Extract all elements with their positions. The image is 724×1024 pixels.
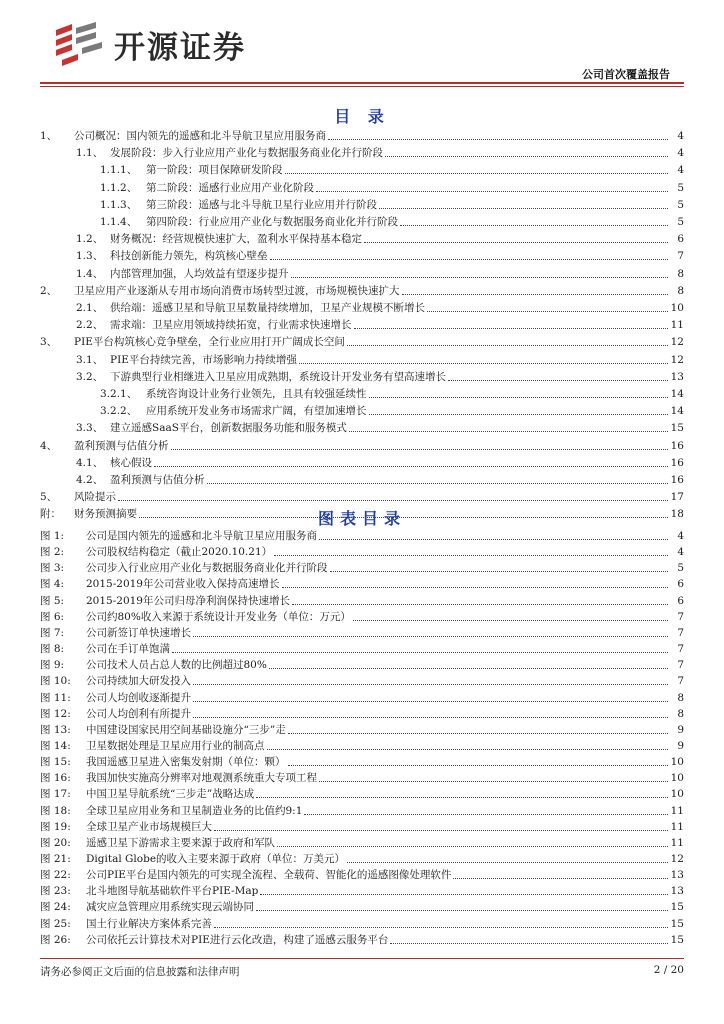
header-divider-thin xyxy=(40,86,684,87)
toc-entry[interactable] xyxy=(40,229,684,246)
toc-entry-page: 5 xyxy=(677,216,684,228)
figure-entry-page: 6 xyxy=(677,594,684,607)
toc-leader-dots xyxy=(349,431,668,432)
figure-leader-dots xyxy=(330,571,669,572)
figure-leader-dots xyxy=(288,733,668,734)
toc-entry-page: 15 xyxy=(670,422,684,435)
figure-entry-title: 全球卫星应用业务和卫星制造业务的比值约9:1 xyxy=(86,804,303,817)
figure-entry-number: 图 20: xyxy=(40,836,71,849)
figure-leader-dots xyxy=(260,894,668,895)
toc-entry-title: 卫星应用产业逐渐从专用市场向消费市场转型过渡，市场规模快速扩大 xyxy=(74,284,400,297)
toc-entry-number: 3、 xyxy=(40,336,58,349)
figure-entry[interactable] xyxy=(40,752,684,769)
figure-entry[interactable] xyxy=(40,801,684,818)
figure-entry-title: 2015-2019年公司营业收入保持高速增长 xyxy=(86,578,280,591)
figure-entry[interactable] xyxy=(40,655,684,672)
toc-entry-number: 4.1、 xyxy=(76,456,104,469)
toc-entry-title: 核心假设 xyxy=(110,456,152,469)
toc-leader-dots xyxy=(379,208,668,209)
figure-entry-page: 9 xyxy=(677,723,684,736)
toc-entry-page: 16 xyxy=(670,456,684,469)
figure-entry[interactable] xyxy=(40,914,684,931)
figure-entry-number: 图 25: xyxy=(40,917,71,930)
toc-entry-title: 财务概况：经营规模快速扩大，盈利水平保持基本稳定 xyxy=(110,233,362,246)
figure-leader-dots xyxy=(267,749,669,750)
toc-entry-number: 附： xyxy=(40,508,61,521)
figure-leader-dots xyxy=(193,684,668,685)
toc-entry-number: 1.1.4、 xyxy=(100,216,138,228)
figure-entry-page: 7 xyxy=(677,626,684,639)
toc-entry-title: 发展阶段：步入行业应用产业化与数据服务商业化并行阶段 xyxy=(110,147,383,160)
figure-entry-number: 图 21: xyxy=(40,853,71,865)
toc-entry[interactable] xyxy=(40,470,684,487)
figure-entry-title: 公司持续加大研发投入 xyxy=(86,675,191,688)
figure-entry[interactable] xyxy=(40,671,684,688)
toc-leader-dots xyxy=(369,414,669,415)
figure-leader-dots xyxy=(277,846,668,847)
toc-entry-title: 第三阶段：遥感与北斗导航卫星行业应用并行阶段 xyxy=(146,198,377,211)
figure-entry-page: 15 xyxy=(670,901,684,914)
toc-entry[interactable] xyxy=(40,298,684,315)
figure-entry[interactable] xyxy=(40,849,684,866)
figure-leader-dots xyxy=(292,604,668,605)
toc-entry-page: 16 xyxy=(670,474,684,486)
figure-entry-title: Digital Globe的收入主要来源于政府（单位：万美元） xyxy=(86,853,346,865)
toc-entry-page: 8 xyxy=(677,267,684,280)
toc-entry-title: 财务预测摘要 xyxy=(74,508,137,521)
toc-entry-page: 4 xyxy=(677,164,684,177)
figure-entry[interactable] xyxy=(40,833,684,850)
toc-entry[interactable] xyxy=(40,367,684,384)
toc-entry[interactable] xyxy=(40,332,684,349)
toc-entry[interactable] xyxy=(40,401,684,418)
figure-entry-page: 11 xyxy=(670,804,684,817)
figure-leader-dots xyxy=(319,781,668,782)
figure-entry-number: 图 3: xyxy=(40,562,65,575)
figure-entry-page: 9 xyxy=(677,739,684,752)
brand-name: 开源证券 xyxy=(114,29,246,66)
toc-entry-number: 2.1、 xyxy=(76,302,104,314)
figure-entry-number: 图 26: xyxy=(40,933,71,946)
figure-entry-page: 7 xyxy=(677,675,684,688)
toc-entry-page: 8 xyxy=(677,284,684,297)
figure-entry[interactable] xyxy=(40,558,684,575)
figure-entry-title: 公司股权结构稳定（截止2020.10.21） xyxy=(86,546,273,559)
figure-entry-number: 图 18: xyxy=(40,804,71,817)
figure-leader-dots xyxy=(274,555,668,556)
figure-leader-dots xyxy=(256,797,668,798)
toc-entry[interactable] xyxy=(40,264,684,281)
toc-entry[interactable] xyxy=(40,195,684,212)
figure-entry[interactable] xyxy=(40,720,684,737)
figure-entry-title: 北斗地图导航基础软件平台PIE-Map xyxy=(86,885,259,898)
footer-disclaimer: 请务必参阅正文后面的信息披露和法律声明 xyxy=(40,966,240,978)
figure-leader-dots xyxy=(193,717,668,718)
figure-leader-dots xyxy=(347,862,668,863)
toc-entry-number: 4、 xyxy=(40,439,58,452)
figure-leader-dots xyxy=(214,927,668,928)
figure-entry-number: 图 10: xyxy=(40,675,71,688)
toc-leader-dots xyxy=(285,173,669,174)
figure-entry-title: 公司在手订单饱满 xyxy=(86,643,170,656)
toc-entry-page: 10 xyxy=(670,302,684,314)
figure-entry-title: 我国遥感卫星进入密集发射期（单位：颗） xyxy=(86,756,286,769)
figure-entry-title: 公司技术人员占总人数的比例超过80% xyxy=(86,659,267,672)
toc-entry-page: 11 xyxy=(670,319,684,332)
figure-entry[interactable] xyxy=(40,688,684,705)
toc-entry-title: PIE平台构筑核心竞争壁垒，全行业应用打开广阔成长空间 xyxy=(74,336,345,349)
figure-entry[interactable] xyxy=(40,591,684,608)
toc-entry-page: 4 xyxy=(677,147,684,160)
toc-entry-page: 17 xyxy=(670,491,684,504)
toc-entry[interactable] xyxy=(40,246,684,263)
figure-entry[interactable] xyxy=(40,768,684,785)
figure-leader-dots xyxy=(390,943,668,944)
figure-leader-dots xyxy=(453,878,668,879)
figure-entry-number: 图 7: xyxy=(40,626,65,639)
toc-entry[interactable] xyxy=(40,143,684,160)
figure-leader-dots xyxy=(193,636,668,637)
toc-entry-title: 第二阶段：遥感行业应用产业化阶段 xyxy=(146,181,314,194)
figure-leader-dots xyxy=(353,620,668,621)
toc-entry-number: 1.1.3、 xyxy=(100,198,138,211)
toc-entry-title: 内部管理加强，人均效益有望逐步提升 xyxy=(110,267,289,280)
figure-entry-page: 7 xyxy=(677,610,684,623)
figures-title: 图表目录 xyxy=(317,509,406,528)
figure-leader-dots xyxy=(269,668,668,669)
figure-entry-title: 遥感卫星下游需求主要来源于政府和军队 xyxy=(86,836,275,849)
toc-leader-dots xyxy=(171,449,669,450)
toc-leader-dots xyxy=(364,242,668,243)
toc-leader-dots xyxy=(299,363,668,364)
figure-entry-title: 公司人均创利有所提升 xyxy=(86,707,191,720)
figure-entry[interactable] xyxy=(40,897,684,914)
header-divider xyxy=(40,82,684,84)
figure-entry-page: 10 xyxy=(670,756,684,769)
figure-leader-dots xyxy=(214,830,668,831)
figure-entry-page: 12 xyxy=(670,853,684,865)
toc-entry-title: 盈利预测与估值分析 xyxy=(110,474,205,486)
figure-entry-number: 图 17: xyxy=(40,788,71,801)
toc-entry-title: 供给端：遥感卫星和导航卫星数量持续增加，卫星产业规模不断增长 xyxy=(110,302,425,314)
toc-leader-dots xyxy=(347,345,668,346)
toc-entry-page: 12 xyxy=(670,353,684,366)
figure-entry-number: 图 2: xyxy=(40,546,65,559)
toc-entry-number: 1.4、 xyxy=(76,267,104,280)
figure-entry-title: 公司新签订单快速增长 xyxy=(86,626,191,639)
toc-entry-page: 7 xyxy=(677,250,684,263)
figure-entry[interactable] xyxy=(40,736,684,753)
figure-leader-dots xyxy=(319,539,668,540)
toc-leader-dots xyxy=(448,380,668,381)
toc-entry-page: 18 xyxy=(670,508,684,521)
figure-entry-page: 15 xyxy=(670,917,684,930)
figure-entry-page: 13 xyxy=(670,885,684,898)
toc-entry-title: 系统咨询设计业务行业领先，且具有较强延续性 xyxy=(146,388,367,400)
toc-entry[interactable] xyxy=(40,212,684,229)
figure-entry[interactable] xyxy=(40,817,684,834)
figure-entry-page: 4 xyxy=(677,546,684,559)
figure-entry[interactable] xyxy=(40,865,684,882)
toc-leader-dots xyxy=(369,397,669,398)
figure-entry-page: 15 xyxy=(670,933,684,946)
toc-entry[interactable] xyxy=(40,453,684,470)
figure-leader-dots xyxy=(288,765,669,766)
toc-entry-title: 建立遥感SaaS平台，创新数据服务功能和服务模式 xyxy=(110,422,347,435)
toc-entry[interactable] xyxy=(40,350,684,367)
figure-entry-number: 图 23: xyxy=(40,885,71,898)
toc-entry-number: 3.2.2、 xyxy=(100,405,138,418)
toc-entry-title: PIE平台持续完善，市场影响力持续增强 xyxy=(110,353,297,366)
figure-entry[interactable] xyxy=(40,784,684,801)
toc-leader-dots xyxy=(291,277,669,278)
figure-entry-page: 10 xyxy=(670,788,684,801)
figure-entry-title: 公司PIE平台是国内领先的可实现全流程、全载荷、智能化的遥感图像处理软件 xyxy=(86,869,452,882)
figure-entry[interactable] xyxy=(40,542,684,559)
toc-entry[interactable] xyxy=(40,315,684,332)
toc-entry-title: 科技创新能力领先，构筑核心壁垒 xyxy=(110,250,268,263)
toc-entry-number: 5、 xyxy=(40,491,58,504)
figure-entry-title: 国土行业解决方案体系完善 xyxy=(86,917,212,930)
toc-entry-title: 下游典型行业相继进入卫星应用成熟期，系统设计开发业务有望高速增长 xyxy=(110,370,446,383)
toc-entry-number: 2、 xyxy=(40,284,58,297)
figure-entry[interactable] xyxy=(40,704,684,721)
report-type-label: 公司首次覆盖报告 xyxy=(582,68,670,81)
toc-entry-number: 2.2、 xyxy=(76,319,104,332)
toc-entry-number: 1.1、 xyxy=(76,147,104,160)
figure-leader-dots xyxy=(172,652,668,653)
figure-entry-title: 我国加快实施高分辨率对地观测系统重大专项工程 xyxy=(86,772,317,785)
toc-entry-page: 16 xyxy=(670,439,684,452)
toc-entry-page: 12 xyxy=(670,336,684,349)
toc-entry-page: 14 xyxy=(670,388,684,400)
page-indicator: 2 / 20 xyxy=(653,964,684,976)
figure-entry[interactable] xyxy=(40,881,684,898)
figure-entry-title: 公司依托云计算技术对PIE进行云化改造，构建了遥感云服务平台 xyxy=(86,933,389,946)
figure-entry[interactable] xyxy=(40,639,684,656)
figure-entry-number: 图 19: xyxy=(40,820,71,833)
toc-entry[interactable] xyxy=(40,384,684,401)
logo-mark-icon xyxy=(52,22,108,66)
figure-entry-page: 8 xyxy=(677,707,684,720)
toc-entry[interactable] xyxy=(40,126,684,143)
figure-entry-page: 11 xyxy=(670,836,684,849)
toc-leader-dots xyxy=(427,311,668,312)
figure-entry-title: 公司步入行业应用产业化与数据服务商业化并行阶段 xyxy=(86,562,328,575)
figure-leader-dots xyxy=(304,814,668,815)
toc-entry-title: 应用系统开发业务市场需求广阔，有望加速增长 xyxy=(146,405,367,418)
figure-leader-dots xyxy=(193,701,668,702)
toc-entry-number: 3.1、 xyxy=(76,353,104,366)
figure-entry[interactable] xyxy=(40,607,684,624)
toc-leader-dots xyxy=(328,139,668,140)
figure-entry-number: 图 9: xyxy=(40,659,65,672)
figure-entry-number: 图 13: xyxy=(40,723,71,736)
figure-entry-title: 公司约80%收入来源于系统设计开发业务（单位：万元） xyxy=(86,610,351,623)
toc-leader-dots xyxy=(402,294,669,295)
figure-entry-page: 6 xyxy=(677,578,684,591)
toc-entry-title: 需求端：卫星应用领域持续拓宽，行业需求快速增长 xyxy=(110,319,352,332)
toc-leader-dots xyxy=(207,483,669,484)
figure-entry-page: 8 xyxy=(677,691,684,704)
figure-entry-page: 13 xyxy=(670,869,684,882)
toc-leader-dots xyxy=(354,328,669,329)
figure-entry-page: 10 xyxy=(670,772,684,785)
toc-entry-page: 5 xyxy=(677,181,684,194)
figure-entry[interactable] xyxy=(40,526,684,543)
toc-title: 目 录 xyxy=(334,107,390,126)
toc-entry-page: 13 xyxy=(670,370,684,383)
toc-entry-page: 4 xyxy=(677,130,684,142)
toc-entry-page: 5 xyxy=(677,198,684,211)
toc-entry-number: 1.1.2、 xyxy=(100,181,138,194)
toc-entry[interactable] xyxy=(40,487,684,504)
figure-entry-number: 图 15: xyxy=(40,756,71,769)
toc-leader-dots xyxy=(118,500,668,501)
toc-entry[interactable] xyxy=(40,281,684,298)
toc-entry-title: 公司概况：国内领先的遥感和北斗导航卫星应用服务商 xyxy=(74,130,326,142)
figure-entry-number: 图 8: xyxy=(40,643,65,656)
toc-entry-number: 1.3、 xyxy=(76,250,104,263)
figure-entry-title: 全球卫星产业市场规模巨大 xyxy=(86,820,212,833)
figure-entry-title: 公司是国内领先的遥感和北斗导航卫星应用服务商 xyxy=(86,530,317,542)
toc-entry-title: 第一阶段：项目保障研发阶段 xyxy=(146,164,283,177)
figure-entry-number: 图 16: xyxy=(40,772,71,785)
figure-entry-page: 7 xyxy=(677,643,684,656)
figure-entry[interactable] xyxy=(40,574,684,591)
toc-entry-number: 1、 xyxy=(40,130,58,142)
figure-entry-page: 7 xyxy=(677,659,684,672)
figure-entry-number: 图 24: xyxy=(40,901,71,914)
toc-leader-dots xyxy=(400,225,668,226)
toc-entry-number: 4.2、 xyxy=(76,474,104,486)
figure-entry-number: 图 5: xyxy=(40,594,65,607)
toc-entry-number: 3.2.1、 xyxy=(100,388,138,400)
figure-entry-page: 5 xyxy=(677,562,684,575)
figure-entry-title: 减灾应急管理应用系统实现云端协同 xyxy=(86,901,254,914)
toc-leader-dots xyxy=(270,259,669,260)
figure-entry-number: 图 6: xyxy=(40,610,65,623)
figure-entry-title: 公司人均创收逐渐提升 xyxy=(86,691,191,704)
toc-entry[interactable] xyxy=(40,178,684,195)
toc-leader-dots xyxy=(154,466,668,467)
figure-entry-title: 中国卫星导航系统“三步走”战略达成 xyxy=(86,788,255,801)
brand-logo xyxy=(52,22,246,66)
toc-entry-number: 1.2、 xyxy=(76,233,104,246)
figure-entry[interactable] xyxy=(40,930,684,947)
figure-entry-number: 图 22: xyxy=(40,869,71,882)
figure-entry[interactable] xyxy=(40,623,684,640)
figure-leader-dots xyxy=(282,587,669,588)
toc-entry-number: 3.3、 xyxy=(76,422,104,435)
toc-entry-page: 6 xyxy=(677,233,684,246)
figure-entry-number: 图 4: xyxy=(40,578,65,591)
toc-entry-title: 风险提示 xyxy=(74,491,116,504)
toc-leader-dots xyxy=(316,191,668,192)
figure-entry-title: 卫星数据处理是卫星应用行业的制高点 xyxy=(86,739,265,752)
figure-leader-dots xyxy=(256,910,668,911)
figure-entry-number: 图 11: xyxy=(40,691,71,704)
toc-entry-title: 第四阶段：行业应用产业化与数据服务商业化并行阶段 xyxy=(146,216,398,228)
toc-entry-title: 盈利预测与估值分析 xyxy=(74,439,169,452)
figure-entry-page: 11 xyxy=(670,820,684,833)
toc-entry[interactable] xyxy=(40,436,684,453)
toc-entry-page: 14 xyxy=(670,405,684,418)
figure-entry-number: 图 12: xyxy=(40,707,71,720)
figure-entry-number: 图 14: xyxy=(40,739,71,752)
figure-entry-title: 中国建设国家民用空间基础设施分“三步”走 xyxy=(86,723,286,736)
figure-entry-number: 图 1: xyxy=(40,530,65,542)
toc-entry[interactable] xyxy=(40,418,684,435)
toc-entry-number: 1.1.1、 xyxy=(100,164,138,177)
figure-entry-page: 4 xyxy=(677,530,684,542)
footer-divider xyxy=(40,958,684,959)
toc-entry-number: 3.2、 xyxy=(76,370,104,383)
toc-entry[interactable] xyxy=(40,160,684,177)
figure-entry-title: 2015-2019年公司归母净利润保持快速增长 xyxy=(86,594,290,607)
toc-leader-dots xyxy=(385,156,668,157)
